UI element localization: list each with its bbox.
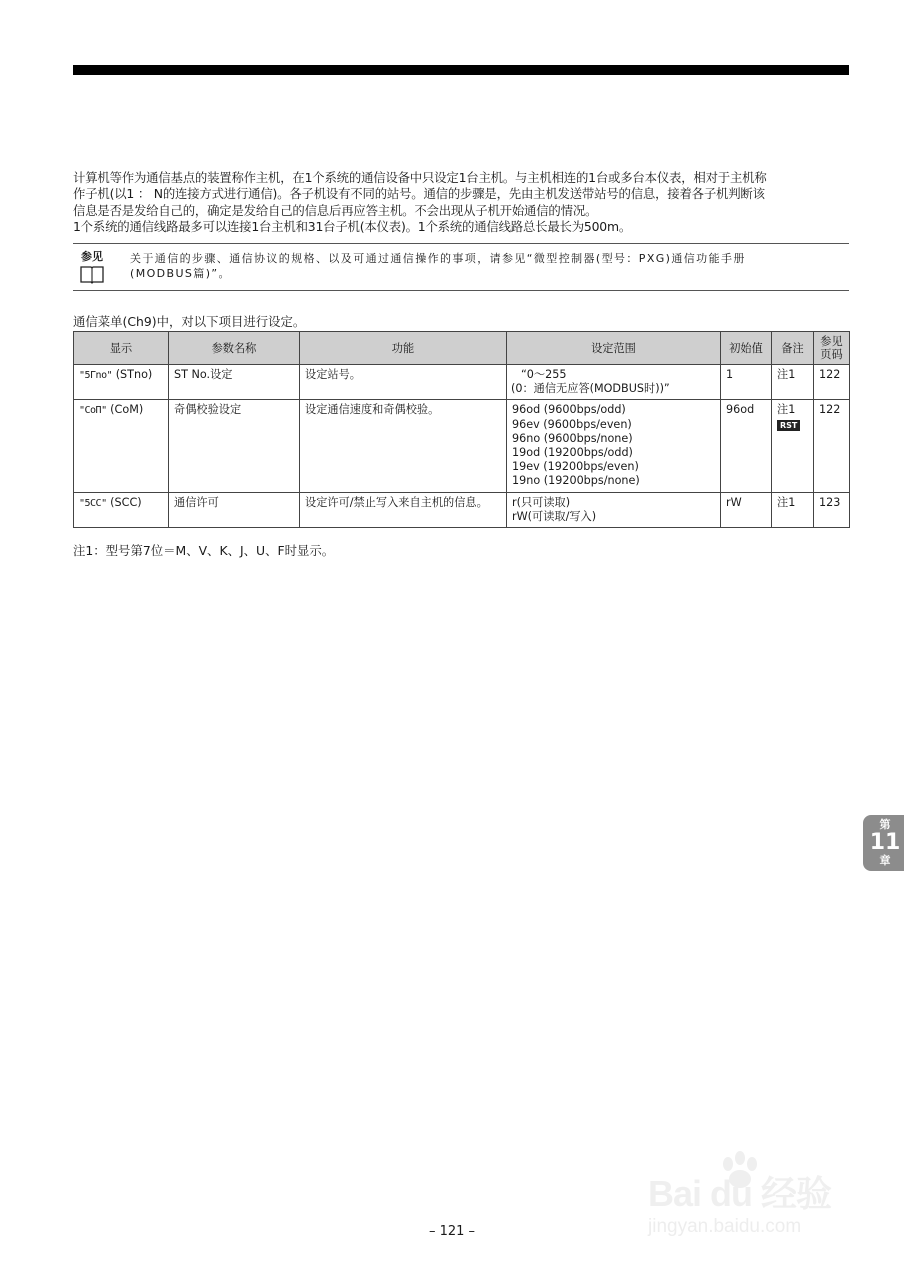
intro-line: 信息是否是发给自己的，确定是发给自己的信息后再应答主机。不会出现从子机开始通信的情况。 [73,202,598,218]
cell-page: 122 [814,365,850,400]
range-line: 19no (19200bps/none) [512,474,640,488]
segment-code: "CoΠ" [79,405,107,417]
display-code-text: (STno) [115,368,153,381]
cell-range [507,365,721,400]
table-header-row [74,332,850,365]
chapter-tab [863,815,904,871]
top-rule [73,65,849,75]
header-ref-page [814,332,850,365]
cell-display [74,365,169,400]
header-name: 参数名称 [169,332,300,365]
menu-intro: 通信菜单(Ch9)中，对以下项目进行设定。 [73,314,306,329]
reference-text-line: (MODBUS篇)”。 [130,267,231,280]
range-line: 96no (9600bps/none) [512,431,633,445]
cell-remark [772,400,814,492]
cell-function: 设定通信速度和奇偶校验。 [300,400,507,492]
header-initial: 初始值 [721,332,772,365]
segment-code: "5CC" [79,497,107,509]
cell-remark: 注1 [772,492,814,527]
watermark-brand: Bai du 经验 [648,1173,832,1214]
reference-text-line: 关于通信的步骤、通信协议的规格、以及可通过通信操作的事项，请参见“微型控制器(型号：PXG)通信功能手册 [130,252,746,265]
range-line: “0～255 [521,368,567,381]
chapter-prefix: 第 [879,818,891,831]
intro-paragraph [73,170,853,236]
segment-code: "5Γno" [79,370,113,381]
reference-note [73,243,849,291]
range-line: rW(可读取/写入) [512,509,597,523]
range-line: (0：通信无应答(MODBUS时))” [511,382,670,396]
cell-page: 123 [814,492,850,527]
cell-function: 设定许可/禁止写入来自主机的信息。 [300,492,507,527]
cell-initial: 1 [721,365,772,400]
footnote: 注1：型号第7位＝M、V、K、J、U、F时显示。 [73,543,335,558]
cell-function: 设定站号。 [300,365,507,400]
cell-range [507,400,721,492]
range-line: 19od (19200bps/odd) [512,446,633,460]
intro-line: 作子机(以1 ： N的连接方式进行通信)。各子机设有不同的站号。通信的步骤是，先由主机发送带站号的信息，接着各子机判断该 [73,186,765,202]
cell-name: ST No.设定 [169,365,300,400]
cell-page: 122 [814,400,850,492]
header-ref-line: 页码 [820,348,843,361]
range-line: 19ev (19200bps/even) [512,460,639,474]
table-row [74,400,850,492]
cell-initial: 96od [721,400,772,492]
cell-initial: rW [721,492,772,527]
cell-display [74,492,169,527]
cell-name: 奇偶校验设定 [169,400,300,492]
range-line: 96od (9600bps/odd) [512,403,626,417]
header-display: 显示 [74,332,169,365]
header-remark: 备注 [772,332,814,365]
display-code-text: (CoM) [110,403,144,417]
header-function: 功能 [300,332,507,365]
range-line: r(只可读取) [512,495,571,509]
chapter-number: 11 [869,830,901,855]
intro-line: 1个系统的通信线路最多可以连接1台主机和31台子机(本仪表)。1个系统的通信线路总长最长为500m。 [73,219,632,235]
range-line: 96ev (9600bps/even) [512,417,632,431]
parameter-table [73,331,850,528]
rst-badge: RST [777,420,800,431]
header-range: 设定范围 [507,332,721,365]
cell-name: 通信许可 [169,492,300,527]
display-code-text: (SCC) [110,495,142,509]
table-row [74,492,850,527]
cell-range [507,492,721,527]
watermark-url: jingyan.baidu.com [648,1216,802,1237]
cell-display [74,400,169,492]
chapter-suffix: 章 [879,854,891,867]
intro-line: 计算机等作为通信基点的装置称作主机，在1个系统的通信设备中只设定1台主机。与主机相连的1台或多台本仪表，相对于主机称 [73,170,767,185]
table-row [74,365,850,400]
book-icon [79,264,105,284]
reference-text [130,251,845,281]
reference-label: 参见 [81,250,103,263]
cell-remark: 注1 [772,365,814,400]
remark-text: 注1 [777,403,796,417]
header-ref-line: 参见 [820,335,843,348]
page-number: – 121 – [428,1224,476,1239]
